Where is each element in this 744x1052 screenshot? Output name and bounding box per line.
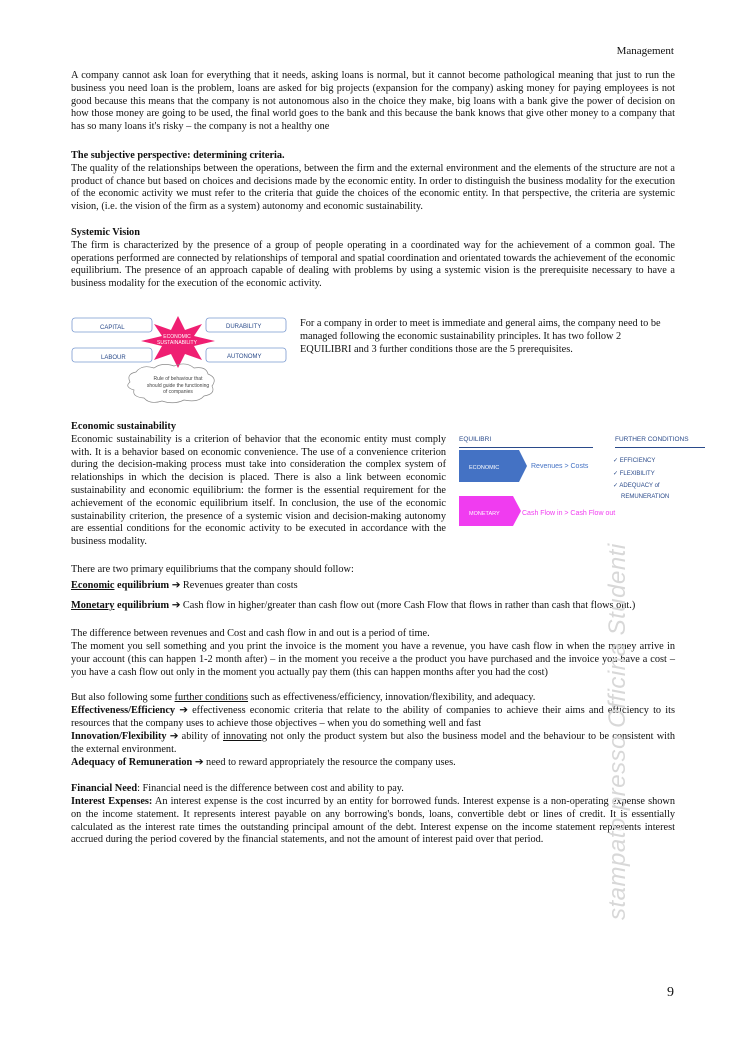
subjective-text: The quality of the relationships between the operations, between the firm and the external environment and the elements of the structure are not a product of chance but based on choices and decisions made by the economic entity. In order to distinguish the business modality for the execution of the economic activity we must refer to the criteria that guide the choices of the economic entity. In that perspective, the criteria are systemic vision, (i.e. the vision of the firm as a system) autonomy and economic sustainability. (71, 162, 675, 213)
condition-flexibility: ✓ FLEXIBILITY (613, 470, 655, 477)
sustainability-section (71, 421, 446, 549)
moment-text: The moment you sell something and you print the invoice is the moment you have a revenue, you have cash flow in when the money arrive in your account (this can happen 1-2 month after) – in the moment you receive a the product you have purchased and the invoice you have a cost – you have a cash flow out only in the moment you actually pay them (this can happen months after you had the cost) (71, 641, 675, 678)
systemic-text: The firm is characterized by the presence of a group of people operating in a coordinated way for the achievement of a common goal. The operations performed are connected by relationships of temporal and spatial coordination and orientated towards the achievement of the economic equilibrium. The presence of an approach capable of dealing with problems by using a systemic vision is the prerequisite necessary to have a business modality for the execution of the economic activity. (71, 239, 675, 290)
conditions-intro-c: such as effectiveness/efficiency, innovation/flexibility, and adequacy. (248, 692, 536, 703)
economic-label: ECONOMIC (469, 465, 500, 471)
financial-need-label: Financial Need (71, 783, 138, 794)
equilibria-intro: There are two primary equilibriums that the company should follow: (71, 564, 354, 575)
innovation-text-a: ➔ ability of (166, 731, 224, 742)
subjective-section (71, 150, 675, 214)
equilibrium-word: equilibrium (114, 600, 170, 611)
watermark: stampato presso Officina Studenti (604, 543, 631, 920)
systemic-section (71, 227, 675, 291)
monetary-definition: ➔ Cash flow in higher/greater than cash flow out (more Cash Flow that flows in rather than cash that flows out.) (169, 600, 636, 611)
page-number: 9 (667, 985, 674, 1000)
sustainability-text: Economic sustainability is a criterion of behavior that the economic entity must comply with. It is a behavior based on economic convenience. The use of a convenience criterion during the decision-making process must take into consideration the complex system of relationships in which the decision is placed. There is also a link between economic sustainability and economic equilibrium: the former is the essential requirement for the achievement of the economic equilibrium itself. In conclusion, the use of the economic sustainability criterion, the presence of a systemic vision and decision-making autonomy are essential conditions for the economic activity to be executed in accordance with the business modality. (71, 433, 446, 548)
labour-label: LABOUR (101, 355, 126, 361)
intro-paragraph: A company cannot ask loan for everything that it needs, asking loans is normal, but it cannot become pathological meaning that just to run the business you need loan is the problem, loans are asked for big projects (expansion for the company) asking money for paying employees is not good because this means that the company is not autonomous also in the choice they make, big loans with a bank give the power of decision on how those money are going to be used, the final world goes to the bank and this because the bank knows that give other money to a company that has so many loans it's risky – the company is not a healthy one (71, 70, 675, 133)
interest-label: Interest Expenses: (71, 796, 153, 807)
interest-text: An interest expense is the cost incurred by an entity for borrowed funds. Interest expense is a non-operating expense shown on the income statement. It represents interest payable on any borrowing's bonds, loans, convertible debt or lines of credit. It is essentially calculated as the interest rate times the outstanding principal amount of the debt. Interest expense on the income statement represents interest accrued during the period covered by the financial statements, and not the amount of interest paid over that period. (71, 796, 675, 846)
efficiency-paragraph (71, 705, 675, 731)
innovation-label: Innovation/Flexibility (71, 731, 167, 742)
economic-equilibrium (71, 580, 675, 593)
systemic-heading: Systemic Vision (71, 227, 140, 238)
monetary-label: MONETARY (469, 511, 500, 517)
efficiency-label: Effectiveness/Efficiency (71, 705, 176, 716)
durability-label: DURABILITY (226, 324, 262, 330)
equilibri-diagram (457, 434, 707, 534)
innovation-term: innovating (223, 731, 268, 742)
innovation-text-c: not only the product system but also the business model and the behaviour to be consistent with the external environment. (71, 731, 676, 755)
difference-text: The difference between revenues and Cost and cash flow in and out is a period of time. (71, 628, 430, 639)
financial-need-text: : Financial need is the difference between cost and ability to pay. (137, 783, 404, 794)
economic-definition: ➔ Revenues greater than costs (169, 580, 298, 591)
page-header: Management (616, 45, 674, 57)
diagram-description: For a company in order to meet is immediate and general aims, the company need to be managed following the economic sustainability principles. It has two follow 2 EQUILIBRI and 3 further conditions those are the 5 prerequisites. (300, 318, 661, 355)
subjective-heading: The subjective perspective: determining criteria. (71, 150, 285, 161)
capital-label: CAPITAL (100, 325, 125, 331)
equilibri-header: EQUILIBRI (459, 434, 593, 448)
economic-relation: Revenues > Costs (531, 463, 589, 470)
conditions-intro-link: further conditions (174, 692, 249, 703)
monetary-term: Monetary (71, 600, 115, 611)
adequacy-paragraph (71, 757, 675, 770)
monetary-relation: Cash Flow in > Cash Flow out (522, 510, 616, 517)
monetary-equilibrium (71, 600, 675, 613)
cloud-label: Rule of behaviour that should guide the functioning of companies (146, 376, 210, 395)
condition-adequacy: ✓ ADEQUACY of (613, 483, 660, 489)
conditions-intro-a: But also following some (71, 692, 175, 703)
equilibrium-word: equilibrium (114, 580, 170, 591)
adequacy-text: ➔ need to reward appropriately the resource the company uses. (192, 757, 456, 768)
economic-term: Economic (71, 580, 115, 591)
innovation-paragraph (71, 731, 675, 757)
conditions-intro (71, 692, 675, 705)
center-label: ECONOMIC SUSTAINABILITY (157, 334, 197, 346)
efficiency-text: ➔ effectiveness economic criteria that relate to the ability of companies to achieve their aims and efficiency to its resources that the company uses to achieve those objectives – when you do something well and fast (71, 705, 675, 729)
autonomy-label: AUTONOMY (227, 354, 262, 360)
conditions-list (613, 455, 669, 503)
interest-expenses (71, 796, 675, 847)
sustainability-heading: Economic sustainability (71, 421, 176, 432)
financial-need (71, 783, 675, 796)
condition-efficiency: ✓ EFFICIENCY (613, 458, 656, 464)
condition-remuneration: REMUNERATION (621, 493, 670, 500)
adequacy-label: Adequacy of Remuneration (71, 757, 193, 768)
further-header: FURTHER CONDITIONS (615, 434, 705, 448)
